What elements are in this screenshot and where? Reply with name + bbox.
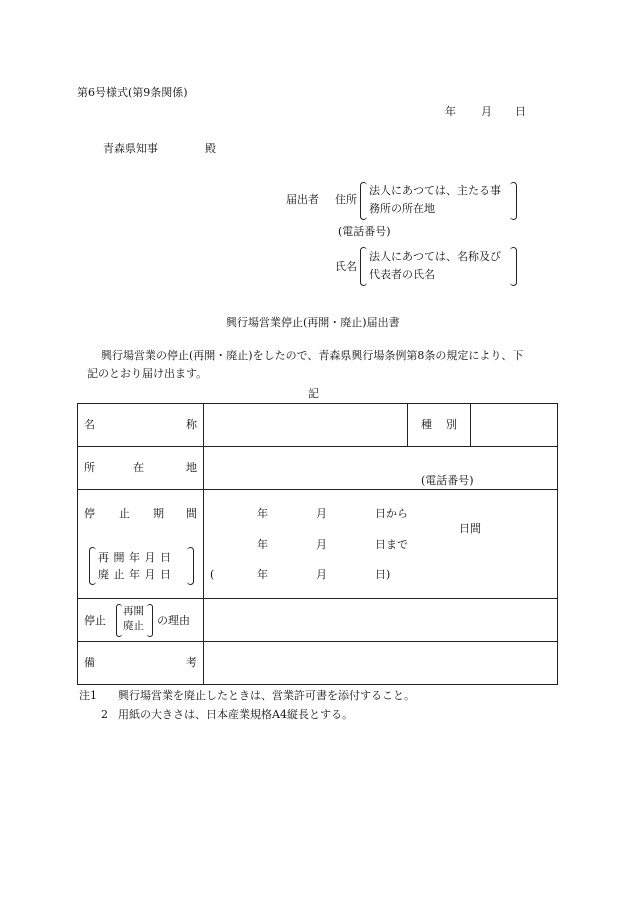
remarks-label-char2: 考 <box>186 656 197 669</box>
to-day: 日まで <box>375 538 408 551</box>
addressee-honorific: 殿 <box>205 142 216 155</box>
to-month: 月 <box>316 538 327 551</box>
period-days: 日間 <box>459 522 481 535</box>
reason-right-bracket <box>147 604 153 637</box>
period-label-char2: 止 <box>119 507 130 520</box>
body-text-line1: 興行場営業の停止(再開・廃止)をしたので、青森県興行場条例第8条の規定により、下 <box>101 349 524 362</box>
type-label-char2: 別 <box>446 418 457 431</box>
name-label-char1: 名 <box>84 418 95 431</box>
from-year: 年 <box>257 507 268 520</box>
name-note-line1: 法人にあつては、名称及び <box>369 250 501 263</box>
reopen-day: 日) <box>375 568 391 581</box>
ki-label: 記 <box>308 387 319 400</box>
reopen-year: 年 <box>257 568 268 581</box>
address-note-left-bracket <box>360 182 367 220</box>
reopen-date-label: 再 開 年 月 日 <box>98 551 172 564</box>
reopen-month: 月 <box>316 568 327 581</box>
period-label-char3: 期 <box>153 507 164 520</box>
applicant-phone: (電話番号) <box>338 225 391 238</box>
name-note-right-bracket <box>510 247 517 286</box>
reason-prefix: 停止 <box>84 614 106 627</box>
location-label-char2: 在 <box>133 461 144 474</box>
reason-abolish: 廃止 <box>123 620 144 632</box>
body-text-line2: 記のとおり届け出ます。 <box>87 367 208 380</box>
date-month-label: 月 <box>481 105 492 118</box>
name-note-line2: 代表者の氏名 <box>369 268 435 281</box>
reason-left-bracket <box>116 604 122 637</box>
reason-reopen: 再開 <box>123 605 144 617</box>
location-label-char1: 所 <box>84 461 95 474</box>
type-label-char1: 種 <box>421 418 432 431</box>
to-year: 年 <box>257 538 268 551</box>
address-note-line1: 法人にあつては、主たる事 <box>369 184 501 197</box>
name-label: 氏名 <box>335 260 357 273</box>
note-1-marker: 注1 <box>79 689 97 702</box>
reopen-open-paren: ( <box>210 568 215 581</box>
name-label-char2: 称 <box>186 418 197 431</box>
date-day-label: 日 <box>515 105 526 118</box>
reopen-left-bracket <box>89 547 96 585</box>
address-label: 住所 <box>335 193 357 206</box>
remarks-label-char1: 備 <box>84 656 95 669</box>
date-year-label: 年 <box>445 105 456 118</box>
note-2-marker: 2 <box>101 708 108 721</box>
from-month: 月 <box>316 507 327 520</box>
addressee-name: 青森県知事 <box>103 142 158 155</box>
location-phone: (電話番号) <box>421 474 474 487</box>
document-title: 興行場営業停止(再開・廃止)届出書 <box>226 316 400 329</box>
from-day: 日から <box>375 507 408 520</box>
name-note-left-bracket <box>360 247 367 286</box>
reason-suffix: の理由 <box>157 614 190 627</box>
applicant-label: 届出者 <box>286 193 319 206</box>
period-label-char4: 間 <box>186 507 197 520</box>
note-1-text: 興行場営業を廃止したときは、営業許可書を添付すること。 <box>118 689 415 702</box>
period-label-char1: 停 <box>84 507 95 520</box>
address-note-right-bracket <box>510 182 517 220</box>
note-2-text: 用紙の大きさは、日本産業規格A4縦長とする。 <box>118 708 353 721</box>
abolish-date-label: 廃 止 年 月 日 <box>98 568 172 581</box>
reopen-right-bracket <box>187 547 194 585</box>
address-note-line2: 務所の所在地 <box>369 202 435 215</box>
form-number: 第6号様式(第9条関係) <box>77 86 188 99</box>
location-label-char3: 地 <box>186 461 197 474</box>
